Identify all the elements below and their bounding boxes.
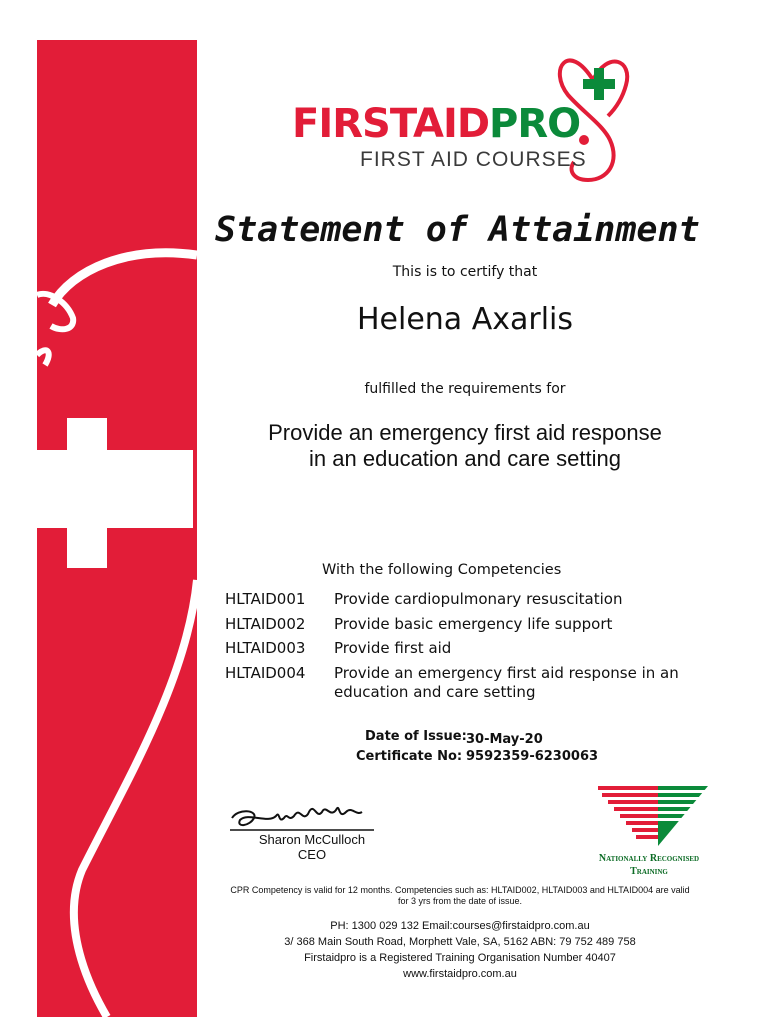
rto-statement: Firstaidpro is a Registered Training Organisation Number 40407 [304,952,616,964]
unit-title-line-2: in an education and care setting [309,446,621,471]
decorative-sidebar [37,40,197,1017]
competencies-heading: With the following Competencies [322,562,562,578]
competency-code: HLTAID004 [225,664,306,682]
competency-description: Provide an emergency first aid response in an education and care setting [334,664,679,701]
contact-phone-email: PH: 1300 029 132 Email:courses@firstaidpro.com.au [330,920,590,932]
stethoscope-cross-graphic [37,40,197,1017]
brand-tagline: FIRST AID COURSES [360,148,587,171]
signature-image [228,790,378,835]
certify-line: This is to certify that [392,264,538,280]
brand-first: FIRSTAID [292,101,490,147]
nrt-triangle-logo-icon [598,786,710,848]
certificate-title: Statement of Attainment [215,210,700,250]
signatory [252,832,372,862]
competency-description: Provide basic emergency life support [334,615,613,633]
date-of-issue-label: Date of Issue: [365,729,467,744]
recipient-name: Helena Axarlis [356,302,574,337]
competency-description: Provide cardiopulmonary resuscitation [334,590,623,608]
signatory-name: Sharon McCulloch [258,832,366,847]
unit-title-line-1: Provide an emergency first aid response [268,420,662,445]
nrt-line-2: Training [630,866,668,877]
competency-code: HLTAID002 [225,615,306,633]
competency-code: HLTAID001 [225,590,306,608]
nrt-line-1: Nationally Recognised [598,853,700,864]
brand-logo [292,101,581,147]
contact-block [225,918,695,982]
signatory-role: CEO [297,847,327,862]
certificate-number-label: Certificate No: [356,749,463,764]
fulfilled-line: fulfilled the requirements for [364,381,566,397]
nrt-caption [584,852,714,878]
validity-note: CPR Competency is valid for 12 months. Competencies such as: HLTAID002, HLTAID003 and HLTAID004 are valid for 3 yrs from the date of issue. [230,885,690,906]
competency-code: HLTAID003 [225,639,306,657]
contact-address: 3/ 368 Main South Road, Morphett Vale, SA, 5162 ABN: 79 752 489 758 [284,936,636,948]
certificate-number-value: 9592359-6230063 [466,749,599,764]
competency-description: Provide first aid [334,639,452,657]
date-of-issue-value: 30-May-20 [466,732,543,747]
brand-second: PRO [489,101,581,147]
unit-title [200,420,730,472]
website-link: www.firstaidpro.com.au [403,968,517,980]
